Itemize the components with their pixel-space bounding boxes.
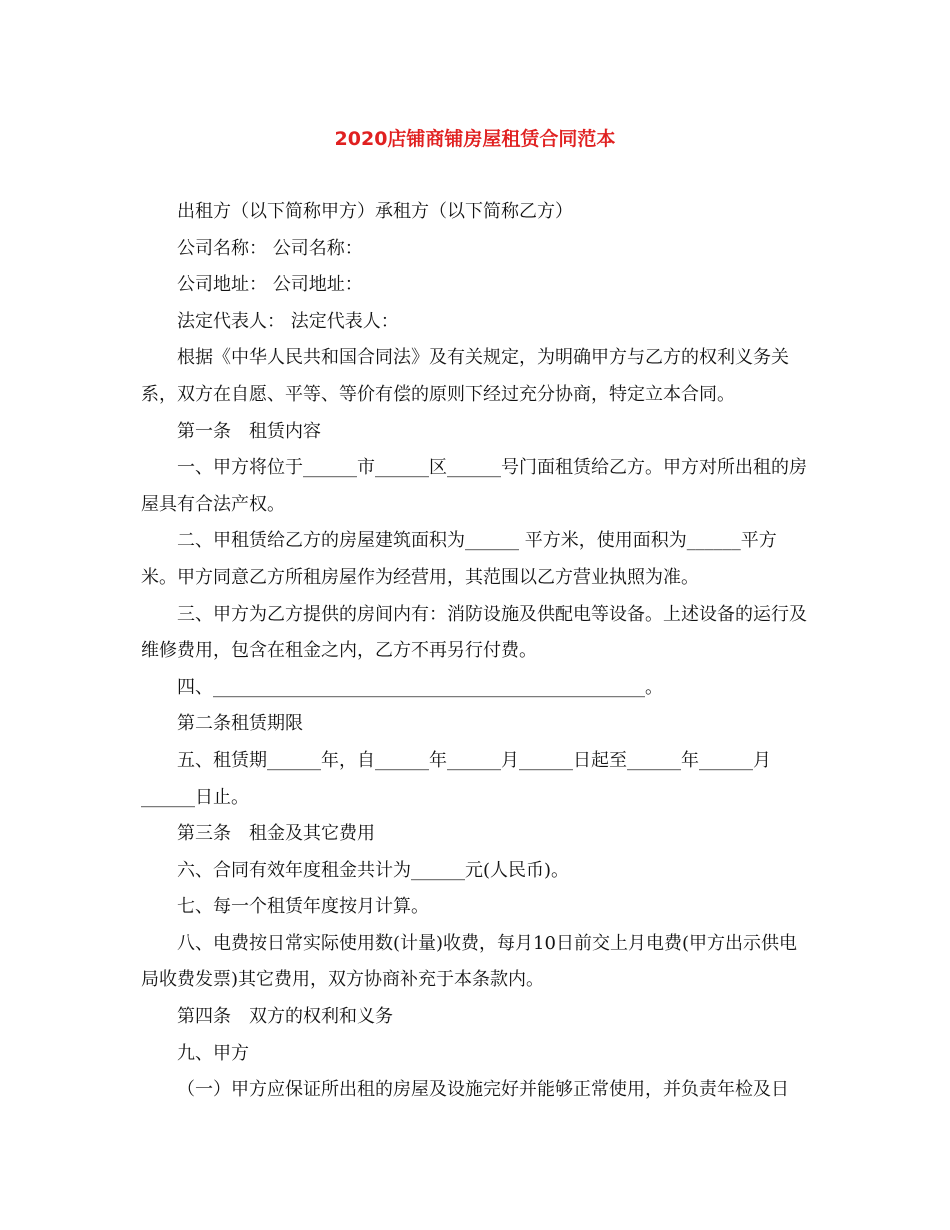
clause-9: 九、甲方	[177, 1042, 249, 1064]
preamble-paragraph: 根据《中华人民共和国合同法》及有关规定，为明确甲方与乙方的权利义务关系，双方在自愿、平等、等价有偿的原则下经过充分协商，特定立本合同。	[141, 347, 789, 405]
article-3-heading: 第三条 租金及其它费用	[177, 823, 375, 845]
clause-5: 五、租赁期______年，自______年______月______日起至______年______月______日止。	[141, 749, 771, 808]
clause-3: 三、甲方为乙方提供的房间内有：消防设施及供配电等设备。上述设备的运行及维修费用，包含在租金之内，乙方不再另行付费。	[141, 603, 807, 662]
clause-6: 六、合同有效年度租金共计为______元(人民币)。	[177, 859, 570, 881]
document-body	[141, 194, 811, 1109]
clause-7: 七、每一个租赁年度按月计算。	[177, 896, 429, 918]
company-address-line: 公司地址： 公司地址：	[177, 274, 363, 296]
clause-4: 四、________________________________________________。	[177, 676, 663, 698]
clause-1: 一、甲方将位于______市______区______号门面租赁给乙方。甲方对所出租的房屋具有合法产权。	[141, 457, 807, 515]
parties-line: 出租方（以下简称甲方）承租方（以下简称乙方）	[177, 201, 573, 222]
clause-9-1: （一）甲方应保证所出租的房屋及设施完好并能够正常使用，并负责年检及日	[177, 1079, 789, 1101]
clause-8: 八、电费按日常实际使用数(计量)收费，每月10日前交上月电费(甲方出示供电局收费发票)其它费用，双方协商补充于本条款内。	[141, 932, 797, 991]
article-4-heading: 第四条 双方的权利和义务	[177, 1006, 393, 1028]
article-1-heading: 第一条 租赁内容	[177, 420, 321, 442]
legal-representative-line: 法定代表人： 法定代表人：	[177, 310, 399, 332]
company-name-line: 公司名称： 公司名称：	[177, 237, 363, 259]
clause-2: 二、甲租赁给乙方的房屋建筑面积为______ 平方米，使用面积为______平方米。甲方同意乙方所租房屋作为经营用，其范围以乙方营业执照为准。	[141, 530, 777, 588]
article-2-heading: 第二条租赁期限	[177, 713, 303, 735]
document-title: 2020店铺商铺房屋租赁合同范本	[334, 128, 616, 150]
